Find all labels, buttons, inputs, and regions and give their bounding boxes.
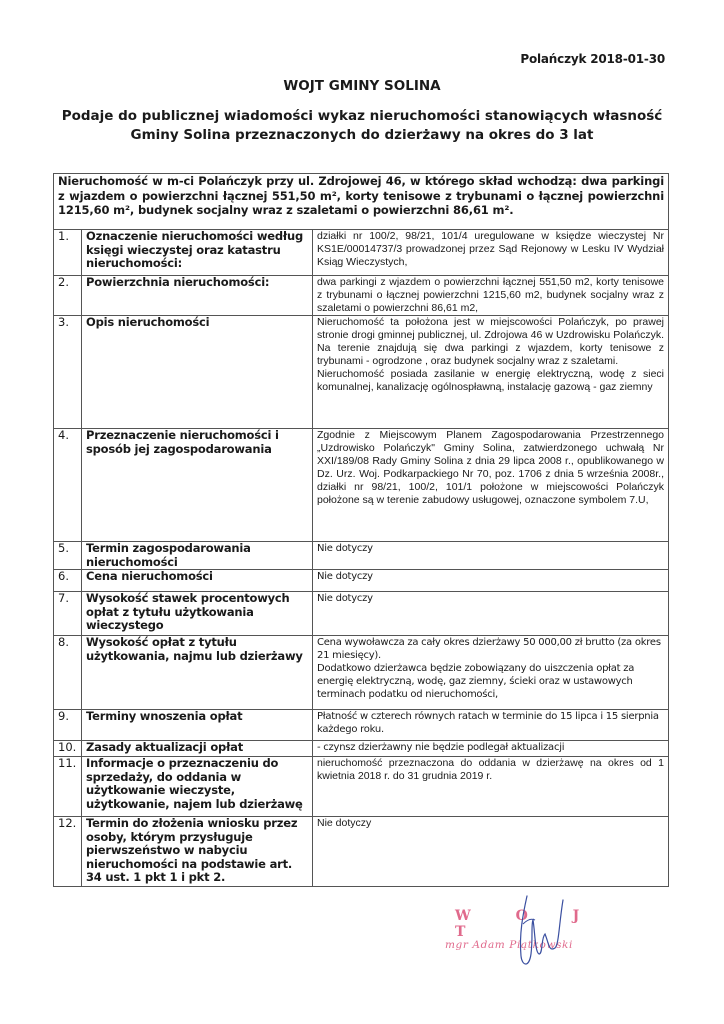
table-row <box>54 741 669 757</box>
row-number: 3. <box>54 316 82 429</box>
row-number: 11. <box>54 757 82 817</box>
table-row <box>54 817 669 887</box>
row-label: Oznaczenie nieruchomości według księgi wieczystej oraz katastru nieruchomości: <box>82 230 313 276</box>
intro-row <box>54 174 669 230</box>
row-value <box>313 710 669 741</box>
value-paragraph: Nieruchomość ta położona jest w miejscowości Polańczyk, po prawej stronie drogi gminnej publicznej, ul. Zdrojowa 46 w Uzdrowisku Polańczyk. Na terenie znajdują się dwa parkingi z wjazdem, korty tenisowe z trybunami - ogrodzone , oraz budynek socjalny wraz z szaletami. <box>317 316 664 367</box>
row-value <box>313 429 669 542</box>
row-value <box>313 276 669 316</box>
row-label: Termin zagospodarowania nieruchomości <box>82 542 313 570</box>
value-paragraph: dwa parkingi z wjazdem o powierzchni łącznej 551,50 m2, korty tenisowe z trybunami o łącznej powierzchni 1215,60 m2, budynek socjalny wraz z szaletami o powierzchni 86,61 m2, <box>317 276 664 314</box>
row-value <box>313 636 669 710</box>
row-label: Terminy wnoszenia opłat <box>82 710 313 741</box>
row-number: 9. <box>54 710 82 741</box>
row-number: 10. <box>54 741 82 757</box>
value-paragraph: Nie dotyczy <box>317 817 372 829</box>
row-number: 12. <box>54 817 82 887</box>
row-number: 4. <box>54 429 82 542</box>
value-paragraph: działki nr 100/2, 98/21, 101/4 uregulowane w księdze wieczystej Nr KS1E/00014737/3 prowadzonej przez Sąd Rejonowy w Lesku IV Wydział Ksiąg Wieczystych, <box>317 230 664 268</box>
row-value <box>313 230 669 276</box>
table-row <box>54 710 669 741</box>
official-stamp <box>445 900 615 980</box>
row-value <box>313 542 669 570</box>
value-paragraph: Nie dotyczy <box>317 593 373 604</box>
row-label: Informacje o przeznaczeniu do sprzedaży, do oddania w użytkowanie wieczyste, użytkowanie, najem lub dzierżawę <box>82 757 313 817</box>
value-paragraph: Nieruchomość posiada zasilanie w energię elektryczną, wodę z sieci komunalnej, kanalizację ogólnospławną, instalację gazową - gaz ziemny <box>317 368 664 393</box>
row-label: Opis nieruchomości <box>82 316 313 429</box>
value-paragraph: Nie dotyczy <box>317 543 373 554</box>
table-row <box>54 757 669 817</box>
row-number: 8. <box>54 636 82 710</box>
row-label: Termin do złożenia wniosku przez osoby, którym przysługuje pierwszeństwo w nabyciu nieruchomości na podstawie art. 34 ust. 1 pkt 1 i pkt 2. <box>82 817 313 887</box>
row-label: Wysokość opłat z tytułu użytkowania, najmu lub dzierżawy <box>82 636 313 710</box>
table-row <box>54 542 669 570</box>
row-value <box>313 817 669 887</box>
property-list-table <box>53 173 669 887</box>
row-value <box>313 592 669 636</box>
stamp-title: W O J T <box>455 908 600 940</box>
row-number: 1. <box>54 230 82 276</box>
row-number: 6. <box>54 570 82 592</box>
row-label: Wysokość stawek procentowych opłat z tytułu użytkowania wieczystego <box>82 592 313 636</box>
value-paragraph: - czynsz dzierżawny nie będzie podlegał aktualizacji <box>317 742 565 753</box>
table-row <box>54 316 669 429</box>
document-heading <box>0 107 724 145</box>
value-paragraph: Nie dotyczy <box>317 571 373 582</box>
heading-line: Gminy Solina przeznaczonych do dzierżawy na okres do 3 lat <box>130 127 594 143</box>
row-value <box>313 757 669 817</box>
document-date: Polańczyk 2018-01-30 <box>520 52 665 66</box>
issuer-title: WOJT GMINY SOLINA <box>283 78 441 94</box>
table-row <box>54 636 669 710</box>
table-row <box>54 592 669 636</box>
row-value <box>313 316 669 429</box>
row-number: 7. <box>54 592 82 636</box>
stamp-official-name: mgr Adam Piątkowski <box>445 939 573 951</box>
row-label: Cena nieruchomości <box>82 570 313 592</box>
row-value <box>313 741 669 757</box>
signature-icon <box>505 894 575 974</box>
table-row <box>54 230 669 276</box>
table-row <box>54 429 669 542</box>
property-description-intro: Nieruchomość w m-ci Polańczyk przy ul. Zdrojowej 46, w którego skład wchodzą: dwa parkingi z wjazdem o powierzchni łącznej 551,50 m², korty tenisowe z trybunami o łącznej powierzchni 1215,60 m², budynek socjalny wraz z szaletami o powierzchni 86,61 m². <box>54 174 669 230</box>
heading-line: Podaje do publicznej wiadomości wykaz nieruchomości stanowiących własność <box>61 108 663 124</box>
value-paragraph: Dodatkowo dzierżawca będzie zobowiązany do uiszczenia opłat za energię elektryczną, wodę, gaz ziemny, ścieki oraz w ustawowych terminach podatku od nieruchomości, <box>317 663 635 700</box>
row-label: Zasady aktualizacji opłat <box>82 741 313 757</box>
row-label: Przeznaczenie nieruchomości i sposób jej zagospodarowania <box>82 429 313 542</box>
value-paragraph: Zgodnie z Miejscowym Planem Zagospodarowania Przestrzennego „Uzdrowisko Polańczyk" Gminy Solina, zatwierdzonego uchwałą Nr XXI/189/08 Rady Gminy Solina z dnia 29 lipca 2008 r., opublikowanego w Dz. Urz. Woj. Podkarpackiego Nr 70, poz. 1706 z dnia 5 września 2008r., działki nr 98/21, 100/2, 101/1 położone w miejscowości Polańczyk położone są w terenie zabudowy usługowej, oznaczone symbolem 7.U, <box>317 429 664 506</box>
value-paragraph: Płatność w czterech równych ratach w terminie do 15 lipca i 15 sierpnia każdego roku. <box>317 711 659 735</box>
row-number: 2. <box>54 276 82 316</box>
row-number: 5. <box>54 542 82 570</box>
row-label: Powierzchnia nieruchomości: <box>82 276 313 316</box>
value-paragraph: nieruchomość przeznaczona do oddania w dzierżawę na okres od 1 kwietnia 2018 r. do 31 grudnia 2019 r. <box>317 757 664 782</box>
value-paragraph: Cena wywoławcza za cały okres dzierżawy 50 000,00 zł brutto (za okres 21 miesięcy). <box>317 637 661 661</box>
row-value <box>313 570 669 592</box>
table-row <box>54 276 669 316</box>
table-row <box>54 570 669 592</box>
